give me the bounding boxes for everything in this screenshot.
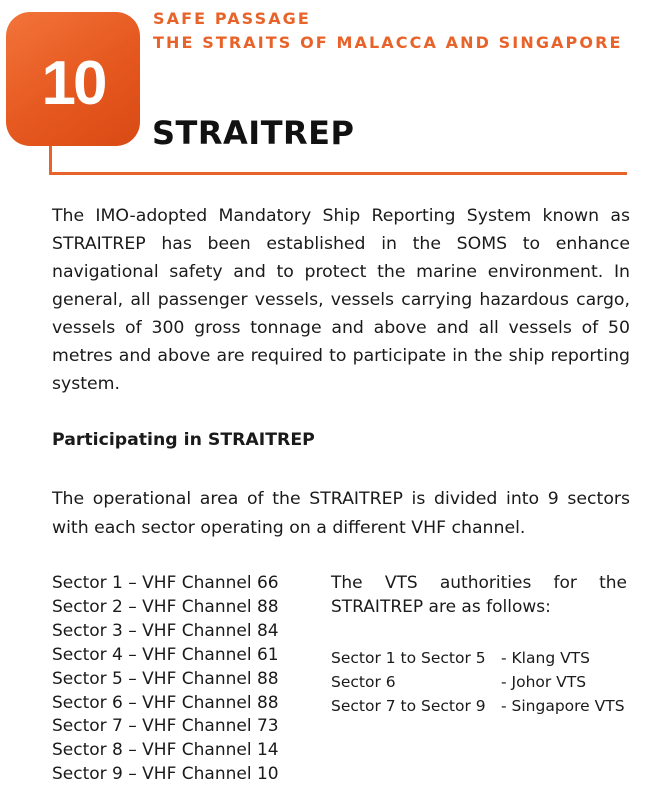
vts-sector-range: Sector 6 [331, 673, 396, 691]
vts-item [331, 670, 625, 694]
series-title-line1: SAFE PASSAGE [153, 9, 311, 28]
page-title: STRAITREP [152, 114, 355, 152]
sector-item: Sector 8 – VHF Channel 14 [52, 740, 279, 761]
sector-item: Sector 9 – VHF Channel 10 [52, 764, 279, 785]
section-heading: Participating in STRAITREP [52, 430, 315, 450]
sector-item: Sector 2 – VHF Channel 88 [52, 596, 279, 617]
vts-authority: - Johor VTS [501, 673, 587, 691]
series-title-line2: THE STRAITS OF MALACCA AND SINGAPORE [153, 33, 623, 52]
vts-item [331, 694, 625, 718]
sector-channel-list [52, 572, 279, 787]
intro-paragraph: The IMO-adopted Mandatory Ship Reporting System known as STRAITREP has been established in the SOMS to enhance navigational safety and to protect the marine environment. In general, all passenger vessels, vessels carrying hazardous cargo, vessels of 300 gross tonnage and above and all vessels of 50 metres and above are required to participate in the ship reporting system. [52, 206, 630, 394]
vts-authority: - Klang VTS [501, 649, 590, 667]
section-paragraph: The operational area of the STRAITREP is divided into 9 sectors with each sector operating on a different VHF channel. [52, 489, 630, 538]
accent-rule-vertical [49, 146, 52, 175]
sector-item: Sector 6 – VHF Channel 88 [52, 692, 279, 713]
sector-item: Sector 3 – VHF Channel 84 [52, 620, 279, 641]
vts-item [331, 646, 625, 670]
vts-sector-range: Sector 1 to Sector 5 [331, 649, 486, 667]
sector-item: Sector 4 – VHF Channel 61 [52, 644, 279, 665]
vts-intro-text: The VTS authorities for the STRAITREP are as follows: [331, 573, 627, 617]
sector-item: Sector 5 – VHF Channel 88 [52, 668, 279, 689]
sector-item: Sector 7 – VHF Channel 73 [52, 716, 279, 737]
sector-item: Sector 1 – VHF Channel 66 [52, 573, 279, 593]
vts-sector-range: Sector 7 to Sector 9 [331, 697, 486, 715]
vts-authority-list [331, 646, 625, 718]
vts-authority: - Singapore VTS [501, 697, 625, 715]
accent-rule-horizontal [49, 172, 627, 175]
chapter-number: 10 [41, 48, 105, 118]
